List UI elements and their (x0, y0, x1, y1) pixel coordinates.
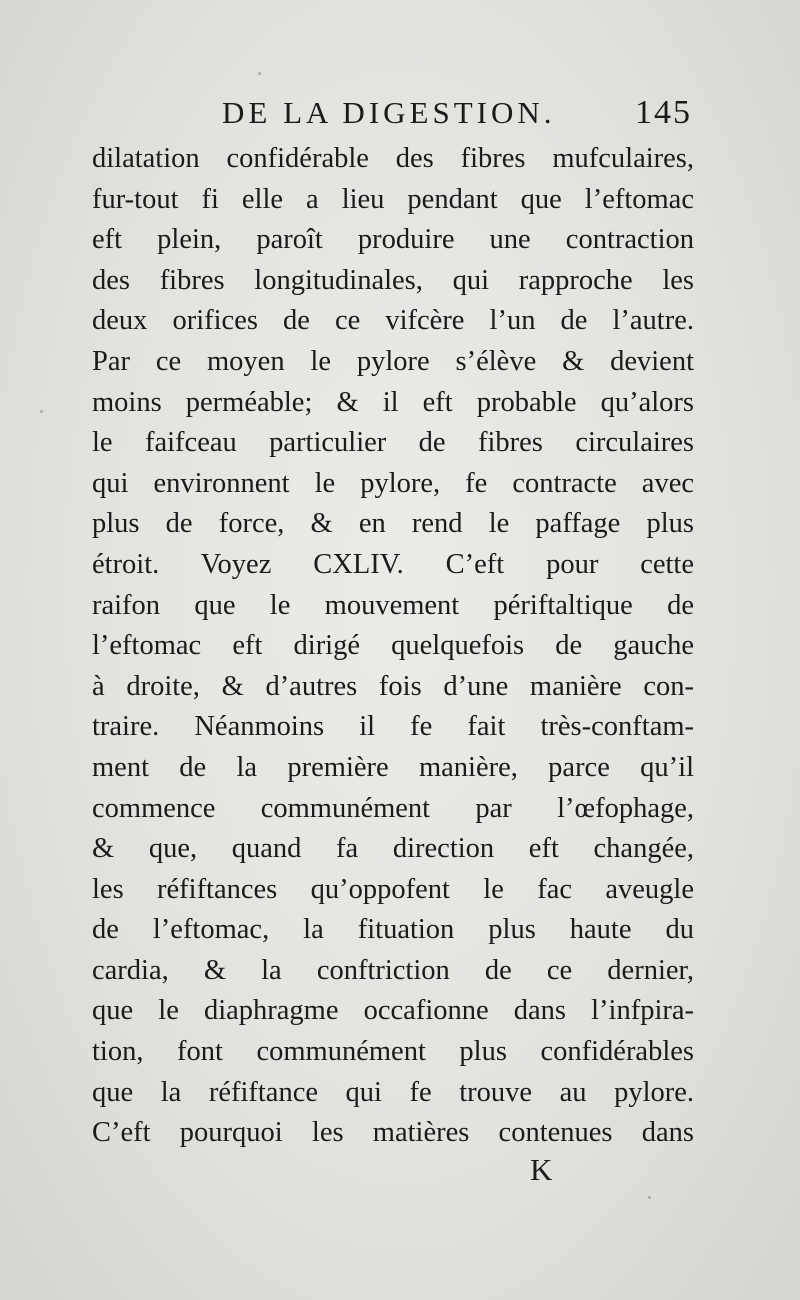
paper-speck (40, 410, 43, 413)
text-line: le faifceau particulier de fibres circulaires (92, 427, 694, 459)
text-line: de l’eftomac, la fituation plus haute du (92, 914, 694, 946)
text-line: à droite, & d’autres fois d’une manière con- (92, 670, 694, 702)
text-line: que le diaphragme occafionne dans l’infpira- (92, 995, 694, 1027)
text-line: Par ce moyen le pylore s’élève & devient (92, 345, 694, 377)
text-line: deux orifices de ce vifcère l’un de l’autre. (92, 305, 694, 337)
text-line: C’eft pourquoi les matières contenues dans (92, 1117, 694, 1149)
page-number: 145 (635, 94, 692, 131)
text-line: plus de force, & en rend le paffage plus (92, 508, 694, 540)
text-line: & que, quand fa direction eft changée, (92, 833, 694, 865)
paper-speck (258, 72, 261, 75)
text-line: commence communément par l’œfophage, (92, 792, 694, 824)
text-line: que la réfiftance qui fe trouve au pylore. (92, 1076, 694, 1108)
text-line: fur-tout fi elle a lieu pendant que l’eftomac (92, 183, 694, 215)
text-line: tion, font communément plus confidérables (92, 1036, 694, 1068)
signature-mark: K (530, 1152, 553, 1187)
text-line: les réfiftances qu’oppofent le fac aveugle (92, 873, 694, 905)
text-line: des fibres longitudinales, qui rapproche les (92, 264, 694, 296)
text-line: moins perméable; & il eft probable qu’alors (92, 386, 694, 418)
text-line: qui environnent le pylore, fe contracte avec (92, 467, 694, 499)
text-line: raifon que le mouvement périftaltique de (92, 589, 694, 621)
text-line: étroit. Voyez CXLIV. C’eft pour cette (92, 548, 694, 580)
running-title: DE LA DIGESTION. (222, 95, 556, 130)
body-text (92, 139, 694, 1154)
text-line: traire. Néanmoins il fe fait très-conftam- (92, 711, 694, 743)
text-line: dilatation confidérable des fibres mufculaires, (92, 143, 694, 174)
text-line: eft plein, paroît produire une contraction (92, 224, 694, 256)
text-line: l’eftomac eft dirigé quelquefois de gauche (92, 630, 694, 662)
paper-speck (648, 1196, 651, 1199)
page-header (222, 88, 692, 138)
text-line: cardia, & la conftriction de ce dernier, (92, 954, 694, 986)
text-line: ment de la première manière, parce qu’il (92, 751, 694, 783)
